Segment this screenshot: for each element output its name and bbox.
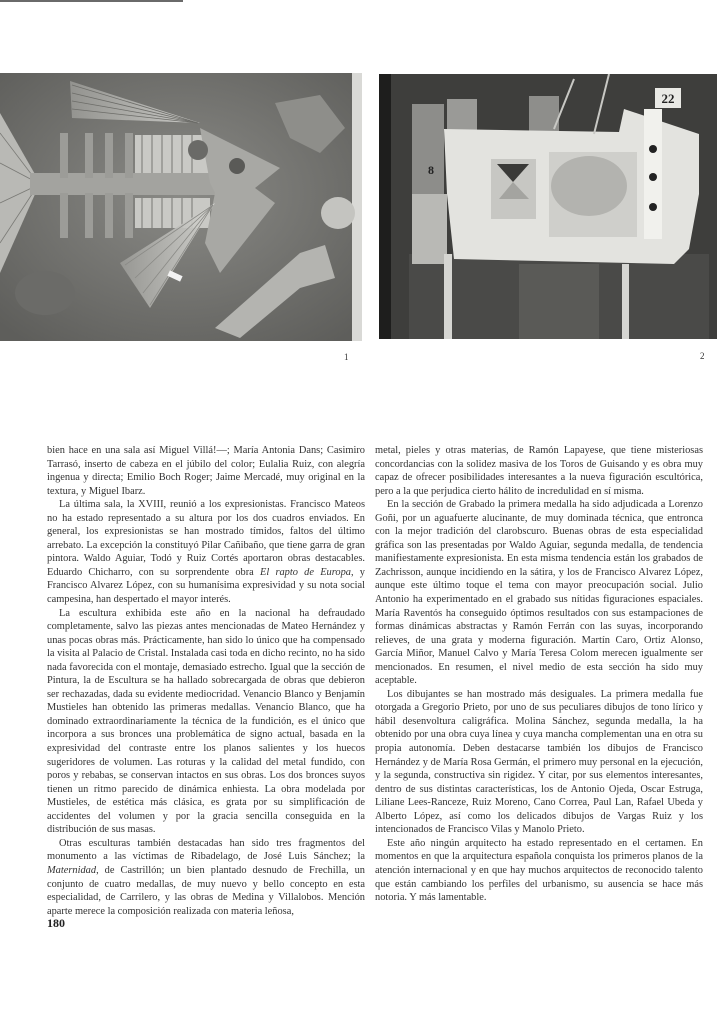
page-number: 180 [47, 916, 65, 930]
right-text-column [375, 444, 703, 905]
text-run: La última sala, la XVIII, reunió a los expresionistas. Francisco Mateos no ha estado representado a su altura por los dos cuadros enviados. En general, los expresionistas se han mostrado tímidos, faltos del último arrebato. La excepción la constituyó Pilar Cañibaño, que tiene garra de gran pintora. Waldo Aguiar, Todó y Ruiz Cortés aportaron obras destacables. Eduardo Chicharro, con su sorprendente obra [47, 499, 365, 578]
left-text-column [47, 444, 365, 918]
paragraph: bien hace en una sala así Miguel Villá!—; María Antonia Dans; Casimiro Tarrasó, inserto de cabeza en el júbilo del color; Eulalia Ruiz, con alegría ingenua y directa; Emilio Boch Roger; Jaime Mercadé, muy original en la textura, y Miguel Ibarz. [47, 445, 365, 497]
text-run: , y Francisco Alvarez López, con su humanísima expresividad y su nota social campesina, han despertado el mayor interés. [47, 566, 365, 606]
label-8: 8 [428, 163, 434, 177]
label-22: 22 [661, 91, 675, 106]
figure-1-image [0, 73, 362, 341]
paragraph: En la sección de Grabado la primera medalla ha sido adjudicada a Lorenzo Goñi, por un aguafuerte alucinante, de muy dominada técnica, que entronca con la mejor tradición del clarobscuro. Buenas obras de esta especialidad gráfica son las presentadas por Waldo Aguiar, segunda medalla, de tendencia manifiestamente expresionista. En esta misma tendencia están los grabados de Zachrisson, aunque incidiendo en la sátira, y los de Francisco Alvarez López, aunque este último toque el tema con mayor preocupación social. Julio Antonio ha experimentado en el grabado sus nítidas figuraciones espaciales. María Raventós ha conseguido óptimos resultados con sus estampaciones de formas dinámicas abstractas y Ramón Ferrán con las suyas, incorporando relieves, de una grata y moderna figuración. Martín Caro, Ortiz Alonso, García Miñor, Manuel Calvo y María Teresa Colom merecen igualmente ser mencionados. En resumen, el nivel medio de esta sección ha sido muy aceptable. [375, 499, 703, 687]
paragraph: Los dibujantes se han mostrado más desiguales. La primera medalla fue otorgada a Gregorio Prieto, por uno de sus peculiares dibujos de tono lírico y hábil desenvoltura caligráfica. Molina Sánchez, segunda medalla, la ha obtenido por una obra cuya línea y cuya mancha complementan una en otra su propia autonomía. Deben destacarse también los dibujos de Francisco Hernández y de María Rosa Germán, el primero muy personal en la ejecución, y la segunda, constructiva sin rigidez. Y citar, por sus elementos interesantes, dentro de sus distintas características, los de Antonio Ojeda, Oscar Estruga, Liliane Lees-Ranceze, Ruiz Moreno, Cano Correa, Paul Lan, Rafael Ubeda y Alberto López, así como los delicados dibujos de Vargas Ruiz y los intencionados de Francisco Vilas y Manolo Prieto. [375, 688, 703, 836]
fish-relief-illustration [0, 73, 362, 341]
paragraph: Este año ningún arquitecto ha estado representado en el certamen. En momentos en que la arquitectura española conquista los primeros planos de la atención internacional y en que hay muchos arquitectos de reconocido talento que están cambiando los perfiles del urbanismo, su ausencia se hace más notoria. Y más lamentable. [375, 837, 703, 904]
top-rule [0, 0, 183, 2]
figure-1-number: 1 [344, 352, 349, 362]
artwork-title: Maternidad [47, 864, 97, 876]
paragraph: metal, pieles y otras materias, de Ramón Lapayese, que tiene misteriosas concordancias con la solidez masiva de los Toros de Guisando y es obra muy capaz de ofrecer posibilidades interesantes a la nueva figuración escultórica, pero a la que perjudica cierto hálito de incredulidad en sí misma. [375, 445, 703, 497]
figure-2-number: 2 [700, 351, 705, 361]
paragraph [47, 837, 365, 918]
paragraph [47, 498, 365, 606]
paragraph: La escultura exhibida este año en la nacional ha defraudado completamente, salvo las piezas antes mencionadas de Mateo Hernández y unas pocas obras más. Prácticamente, han sido lo único que ha compensado la visita al Palacio de Cristal. Instalada casi toda en dicho recinto, no ha sido nada favorecida con el montaje, demasiado estrecho. Igual que la sección de Pintura, la de Escultura se ha hallado sobrecargada de obras que debieron ser rechazadas, dada su evidente mediocridad. Venancio Blanco y Benjamín Mustieles han obtenido las primeras medallas. Venancio Blanco, que ha dominado extraordinariamente la técnica de la fundición, es el único que incorpora a sus bronces una problemática de signo actual, basada en la expresividad del contraste entre los planos salientes y los huecos sugeridores de volumen. Las roturas y la calidad del metal fundido, con poros y rebabas, se conservan intactos en sus obras. Los dos bronces suyos tienen un ritmo parecido de dinámica enhiesta. La obra modelada por Mustieles, de estética más clásica, es grata por su simplificación de accidentes del volumen y por la gracia sencilla conseguida en la distribución de sus masas. [47, 607, 365, 836]
figure-2-image [379, 74, 717, 339]
text-run: , de Castrillón; un bien plantado desnudo de Frechilla, un conjunto de cuatro medallas, de muy nuevo y bello concepto en esta especialidad, de Carrilero, y las obras de Medina y Villalobos. Mención aparte merece la composición realizada con materia leñosa, [47, 864, 365, 917]
artwork-title: El rapto de Europa [260, 566, 351, 578]
collage-illustration [379, 74, 717, 339]
text-run: Otras esculturas también destacadas han sido tres fragmentos del monumento a las víctimas de Ribadelago, de José Luis Sánchez; la [47, 837, 365, 863]
